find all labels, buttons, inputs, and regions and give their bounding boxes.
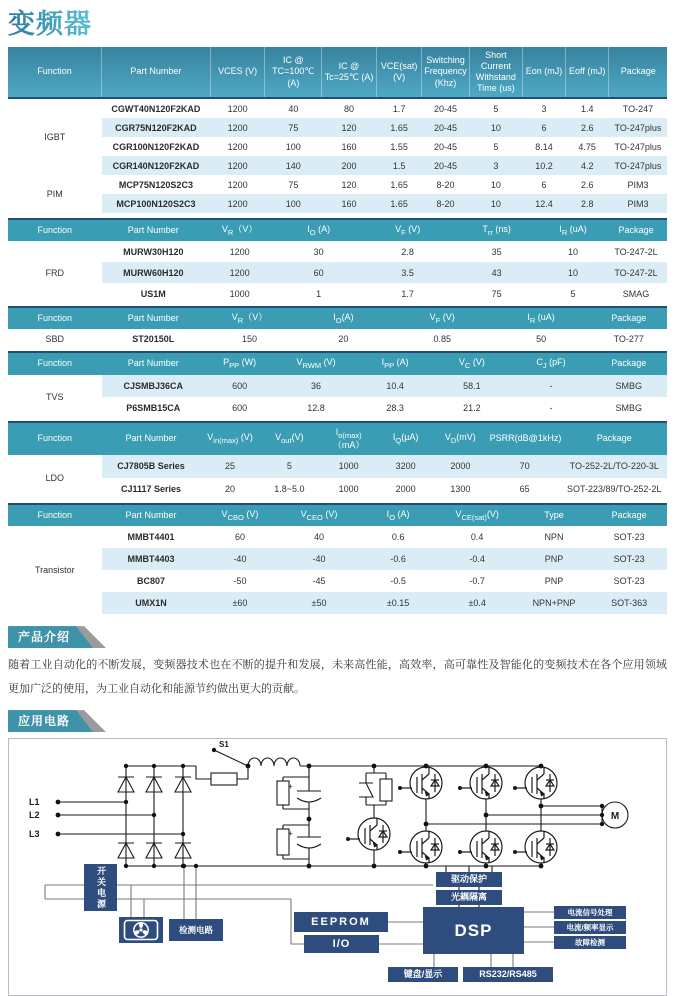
- table-cell: -: [549, 402, 553, 413]
- application-circuit-diagram: [8, 738, 667, 996]
- table-cell: ±0.4: [438, 592, 517, 614]
- column-header: $V_{CBO}$ (V): [200, 504, 279, 526]
- function-cell: LDO: [8, 455, 102, 501]
- table-row: [8, 397, 667, 419]
- table-row: [8, 455, 667, 478]
- column-header: $I_O(A)$: [294, 307, 393, 329]
- table-cell: 3200: [378, 455, 433, 478]
- column-header: $I_O$ (A): [274, 219, 363, 241]
- table-cell: 8-20: [436, 179, 455, 190]
- column-header: Eoff (mJ): [565, 47, 608, 98]
- column-header: Function: [8, 219, 102, 241]
- column-header: Function: [8, 307, 102, 329]
- table-cell: 1200: [227, 179, 248, 190]
- column-header: $V_{RWM}$ (V): [274, 352, 358, 374]
- table-row: [8, 548, 667, 570]
- column-header: Package: [591, 307, 668, 329]
- column-header: $I_Q(\mu A)$: [378, 422, 433, 455]
- table-cell: 120: [341, 179, 357, 190]
- table-cell: 0.85: [433, 334, 451, 345]
- part-number-cell: US1M: [140, 288, 166, 299]
- table-cell: 2000: [433, 455, 488, 478]
- column-header: $I_R$ (uA): [541, 219, 605, 241]
- table-cell: PIM3: [609, 194, 667, 213]
- column-header: Part Number: [102, 504, 201, 526]
- column-header: $T_{rr}$ (ns): [452, 219, 541, 241]
- header-row: [8, 307, 667, 329]
- column-header: $P_{PP}$ (W): [205, 352, 274, 374]
- table-cell: 5: [260, 455, 319, 478]
- table-cell: 1.4: [580, 103, 594, 114]
- column-header: $V_F$ (V): [393, 307, 492, 329]
- function-cell: FRD: [8, 241, 102, 304]
- part-number-cell: CJ7805B Series: [102, 455, 201, 478]
- table-cell: 120: [322, 118, 377, 137]
- table-cell: 600: [232, 402, 248, 413]
- table-cell: SOT-223/89/TO-252-2L: [567, 484, 662, 495]
- cooling-fan-box: [119, 917, 163, 943]
- column-header: Function: [8, 504, 102, 526]
- fan-icon: [123, 919, 159, 941]
- table-cell: 20-45: [434, 141, 458, 152]
- table-cell: 80: [343, 103, 354, 114]
- table-cell: 200: [322, 156, 377, 175]
- table-cell: 1.7: [401, 288, 414, 299]
- current-frequency-display-box: 电流/频率显示: [554, 921, 626, 934]
- column-header: Part Number: [102, 307, 205, 329]
- table-cell: 100: [285, 141, 301, 152]
- table-cell: 6: [541, 179, 547, 190]
- table-cell: 100: [265, 194, 322, 213]
- table-cell: 3.5: [363, 262, 452, 283]
- spec-table: [8, 47, 667, 213]
- table-row: [8, 262, 667, 283]
- table-cell: 58.1: [432, 375, 511, 397]
- column-header: $V_{out}(V)$: [260, 422, 319, 455]
- label-l3: L3: [29, 829, 40, 840]
- svg-text:+: +: [288, 829, 293, 839]
- table-cell: 40: [288, 103, 299, 114]
- table-cell: SOT-363: [591, 592, 667, 614]
- table-cell: TO-247plus: [614, 141, 662, 152]
- table-cell: 65: [519, 484, 530, 495]
- table-cell: 160: [322, 194, 377, 213]
- table-cell: 10.4: [358, 375, 432, 397]
- table-cell: TO-247-2L: [605, 262, 667, 283]
- table-row: [8, 241, 667, 262]
- function-cell: Transistor: [8, 526, 102, 614]
- table-cell: TO-247plus: [609, 118, 667, 137]
- table-cell: 30: [313, 246, 324, 257]
- table-cell: TO-247plus: [609, 156, 667, 175]
- table-cell: 1.7: [392, 103, 406, 114]
- table-cell: 36: [274, 375, 358, 397]
- function-cell: IGBT: [8, 98, 102, 175]
- table-cell: 8-20: [422, 194, 469, 213]
- label-s1: S1: [219, 740, 229, 750]
- dsp-box: DSP: [423, 907, 524, 954]
- io-box: I/O: [304, 935, 379, 953]
- table-cell: 43: [452, 262, 541, 283]
- column-header: $V_{CEO}$ (V): [279, 504, 358, 526]
- table-cell: 1000: [338, 484, 359, 495]
- table-row: [8, 478, 667, 501]
- table-cell: 4.75: [578, 141, 596, 152]
- table-cell: SOT-23: [591, 548, 667, 570]
- column-header: Short Current Withstand Time (us): [469, 47, 522, 98]
- table-cell: -50: [233, 576, 247, 587]
- table-cell: 20-45: [434, 103, 458, 114]
- table-cell: TO-252-2L/TO-220-3L: [561, 455, 667, 478]
- column-header: $V_{CE(sat)}(V)$: [438, 504, 517, 526]
- table-cell: SOT-23: [613, 532, 645, 543]
- part-number-cell: CGR100N120F2KAD: [112, 141, 200, 152]
- column-header: Part Number: [102, 352, 205, 374]
- column-header: $C_J$ (pF): [511, 352, 590, 374]
- part-number-cell: P6SMB15CA: [126, 402, 181, 413]
- table-cell: 60: [234, 532, 245, 543]
- opto-isolation-box: 光耦隔离: [436, 890, 502, 905]
- column-header: Type: [517, 504, 591, 526]
- column-header: Package: [609, 47, 667, 98]
- function-cell: SBD: [8, 329, 102, 349]
- table-cell: 60: [274, 262, 363, 283]
- table-cell: 10.2: [523, 156, 566, 175]
- table-row: [8, 194, 667, 213]
- column-header: $V_D(mV)$: [433, 422, 488, 455]
- column-header: $I_R$ (uA): [492, 307, 591, 329]
- table-cell: NPN+PNP: [517, 592, 591, 614]
- table-cell: 12.4: [523, 194, 566, 213]
- part-number-cell: MCP100N120S2C3: [102, 194, 211, 213]
- intro-section: [0, 626, 675, 701]
- rectifier-and-dc-link: [58, 750, 541, 866]
- intro-section-title: 产品介绍: [18, 630, 71, 645]
- intro-section-header: [8, 626, 106, 648]
- column-header: Part Number: [102, 422, 201, 455]
- table-cell: 20: [225, 484, 236, 495]
- table-cell: 0.4: [470, 532, 484, 543]
- table-cell: TO-247: [622, 103, 654, 114]
- table-cell: 25: [200, 455, 259, 478]
- tvs-table: [8, 351, 667, 418]
- table-cell: -45: [312, 576, 326, 587]
- table-cell: 1.65: [376, 118, 421, 137]
- table-row: [8, 570, 667, 592]
- table-cell: 2000: [395, 484, 416, 495]
- table-row: [8, 118, 667, 137]
- table-cell: 1.5: [376, 156, 421, 175]
- table-row: [8, 592, 667, 614]
- table-cell: 8.14: [535, 141, 553, 152]
- label-l2: L2: [29, 810, 40, 821]
- column-header: VCES (V): [210, 47, 265, 98]
- table-cell: 35: [491, 246, 502, 257]
- table-row: [8, 526, 667, 548]
- header-row: [8, 422, 667, 455]
- header-row: [8, 47, 667, 98]
- table-cell: 150: [241, 334, 257, 345]
- spec-table: [8, 351, 667, 418]
- table-cell: 1200: [210, 118, 265, 137]
- table-cell: 2.8: [565, 194, 608, 213]
- part-number-cell: CJ1117 Series: [120, 484, 182, 495]
- table-cell: 1000: [319, 455, 378, 478]
- header-row: [8, 352, 667, 374]
- table-cell: 1000: [229, 288, 250, 299]
- table-cell: 12.8: [307, 402, 325, 413]
- header-row: [8, 219, 667, 241]
- table-cell: -0.7: [469, 576, 485, 587]
- table-cell: SOT-23: [613, 576, 645, 587]
- part-number-cell: MURW30H120: [123, 246, 184, 257]
- spec-table: [8, 218, 667, 304]
- part-number-cell: CGR140N120F2KAD: [102, 156, 211, 175]
- drive-protection-box: 驱动保护: [436, 872, 502, 887]
- table-cell: PIM3: [627, 179, 649, 190]
- table-cell: TO-247-2L: [614, 246, 658, 257]
- rs232-rs485-box: RS232/RS485: [463, 967, 553, 982]
- column-header: $I_O$ (A): [359, 504, 438, 526]
- table-cell: 1200: [210, 194, 265, 213]
- table-cell: 2.6: [565, 118, 608, 137]
- part-number-cell: MMBT4403: [102, 548, 201, 570]
- ldo-table: [8, 421, 667, 501]
- table-cell: TO-277: [613, 334, 644, 345]
- column-header: PSRR(dB@1kHz): [488, 422, 562, 455]
- frd-table: [8, 218, 667, 304]
- table-cell: 5: [570, 288, 576, 299]
- column-header: $V_{in(max)}$ (V): [200, 422, 259, 455]
- column-header: IC @ Tc=25℃ (A): [322, 47, 377, 98]
- table-cell: 2.6: [580, 179, 594, 190]
- table-cell: 20: [338, 334, 349, 345]
- table-cell: 21.2: [463, 402, 481, 413]
- table-cell: 0.6: [391, 532, 405, 543]
- fault-detection-box: 故障检测: [554, 936, 626, 949]
- part-number-cell: MMBT4401: [127, 532, 175, 543]
- table-cell: 70: [488, 455, 562, 478]
- table-cell: -0.4: [438, 548, 517, 570]
- table-cell: -40: [279, 548, 358, 570]
- part-number-cell: CJSMBJ36CA: [102, 375, 205, 397]
- column-header: Part Number: [102, 219, 205, 241]
- circuit-section-title: 应用电路: [18, 714, 71, 729]
- column-header: $V_R(V)$: [205, 219, 274, 241]
- detection-circuit-box: 检测电路: [169, 919, 223, 941]
- column-header: Function: [8, 422, 102, 455]
- keypad-display-box: 键盘/显示: [388, 967, 458, 982]
- table-cell: 1200: [227, 141, 248, 152]
- column-header: Function: [8, 47, 102, 98]
- transistor-table: [8, 503, 667, 614]
- table-cell: 28.3: [386, 402, 404, 413]
- table-cell: 75: [265, 118, 322, 137]
- column-header: $I_{o(max)}(mA)$: [319, 422, 378, 455]
- sbd-table: [8, 306, 667, 349]
- part-number-cell: BC807: [136, 576, 165, 587]
- column-header: Function: [8, 352, 102, 374]
- table-cell: 5: [493, 141, 499, 152]
- spec-table: [8, 306, 667, 349]
- table-row: [8, 175, 667, 194]
- table-cell: 10: [568, 246, 579, 257]
- table-cell: -0.5: [390, 576, 406, 587]
- table-cell: 6: [523, 118, 566, 137]
- part-number-cell: CGR75N120F2KAD: [102, 118, 211, 137]
- table-cell: 140: [265, 156, 322, 175]
- table-cell: 40: [314, 532, 325, 543]
- column-header: IC @ TC=100℃ (A): [265, 47, 322, 98]
- table-row: [8, 98, 667, 118]
- column-header: $V_F$ (V): [363, 219, 452, 241]
- column-header: $V_R(V)$: [205, 307, 294, 329]
- table-row: [8, 156, 667, 175]
- motor-label: M: [610, 811, 620, 823]
- table-cell: ±0.15: [359, 592, 438, 614]
- igbt-pim-table: [8, 47, 667, 213]
- spec-table: [8, 503, 667, 614]
- table-cell: 10: [490, 179, 501, 190]
- spec-table: [8, 421, 667, 501]
- table-cell: 1.8~5.0: [274, 484, 305, 495]
- table-cell: PNP: [544, 576, 564, 587]
- switching-power-supply-box: 开关电源: [84, 864, 117, 911]
- circuit-section-header: [8, 710, 106, 732]
- table-cell: NPN: [544, 532, 564, 543]
- table-cell: -0.6: [359, 548, 438, 570]
- table-cell: 1.65: [376, 194, 421, 213]
- table-cell: 1200: [205, 262, 274, 283]
- table-cell: SMBG: [615, 402, 642, 413]
- column-header: Package: [605, 219, 667, 241]
- table-cell: SMBG: [591, 375, 668, 397]
- table-cell: 3: [469, 156, 522, 175]
- table-cell: 10: [469, 194, 522, 213]
- column-header: $V_C$ (V): [432, 352, 511, 374]
- column-header: Part Number: [102, 47, 211, 98]
- table-cell: 1200: [210, 156, 265, 175]
- part-number-cell: MURW60H120: [102, 262, 205, 283]
- eeprom-box: EEPROM: [294, 912, 388, 932]
- table-cell: 3: [541, 103, 547, 114]
- table-cell: 50: [536, 334, 547, 345]
- column-header: Package: [591, 504, 667, 526]
- column-header: $I_{PP}$ (A): [358, 352, 432, 374]
- table-cell: 1300: [450, 484, 471, 495]
- table-cell: ±60: [200, 592, 279, 614]
- column-header: Package: [591, 352, 668, 374]
- table-cell: ±50: [279, 592, 358, 614]
- part-number-cell: ST20150L: [132, 334, 175, 345]
- circuit-section: [0, 710, 675, 996]
- table-row: [8, 375, 667, 397]
- table-cell: -40: [200, 548, 279, 570]
- table-cell: 4.2: [565, 156, 608, 175]
- table-row: [8, 329, 667, 349]
- table-cell: 10: [541, 262, 605, 283]
- function-cell: TVS: [8, 375, 102, 419]
- table-cell: PNP: [517, 548, 591, 570]
- table-row: [8, 137, 667, 156]
- column-header: Switching Frequency (Khz): [422, 47, 469, 98]
- part-number-cell: CGWT40N120F2KAD: [111, 103, 201, 114]
- page-title: 变频器: [8, 2, 92, 41]
- column-header: Package: [561, 422, 667, 455]
- table-cell: 1: [316, 288, 322, 299]
- column-header: VCE(sat) (V): [376, 47, 421, 98]
- table-cell: SMAG: [622, 288, 650, 299]
- function-cell: PIM: [8, 175, 102, 213]
- header-row: [8, 504, 667, 526]
- table-cell: 1200: [229, 246, 250, 257]
- table-row: [8, 283, 667, 304]
- table-cell: 20-45: [422, 118, 469, 137]
- table-cell: 10: [469, 118, 522, 137]
- table-cell: 75: [491, 288, 502, 299]
- part-number-cell: UMX1N: [102, 592, 201, 614]
- table-cell: 2.8: [401, 246, 414, 257]
- table-cell: 160: [341, 141, 357, 152]
- table-cell: 1.55: [390, 141, 408, 152]
- table-cell: 1200: [227, 103, 248, 114]
- table-cell: -: [511, 375, 590, 397]
- table-cell: 600: [205, 375, 274, 397]
- table-cell: 20-45: [422, 156, 469, 175]
- intro-paragraph: 随着工业自动化的不断发展，变频器技术也在不断的提升和发展，未来高性能，高效率，高可靠性及智能化的变频技术在各个应用领域更加广泛的使用，为工业自动化和能源节约做出更大的贡献。: [8, 659, 667, 696]
- table-cell: 5: [493, 103, 499, 114]
- table-cell: 1.65: [390, 179, 408, 190]
- current-signal-processing-box: 电流信号处理: [554, 906, 626, 919]
- svg-text:+: +: [288, 782, 293, 792]
- table-cell: 75: [288, 179, 299, 190]
- label-l1: L1: [29, 797, 40, 808]
- column-header: Eon (mJ): [523, 47, 566, 98]
- part-number-cell: MCP75N120S2C3: [118, 179, 193, 190]
